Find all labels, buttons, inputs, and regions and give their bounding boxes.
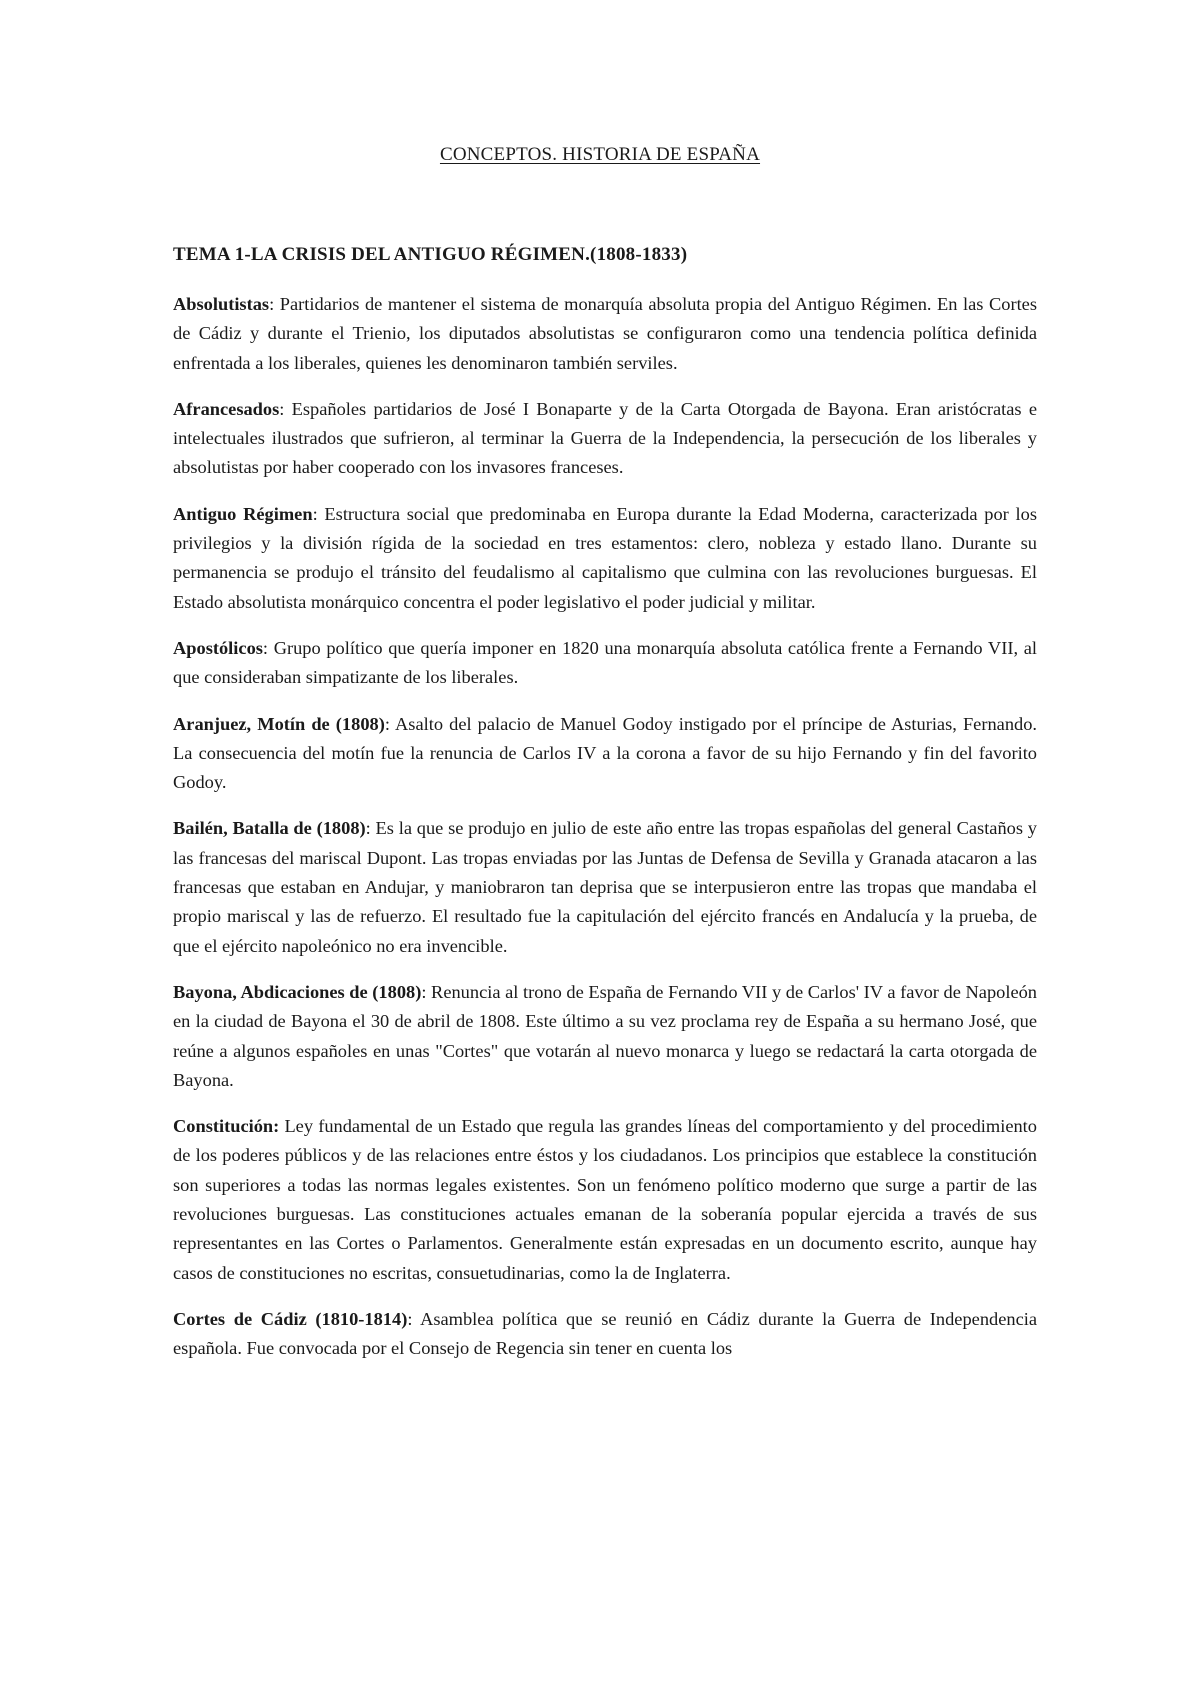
glossary-entry-antiguo-regimen	[173, 500, 1037, 617]
entry-definition: Ley fundamental de un Estado que regula las grandes líneas del comportamiento y del procedimiento de los poderes públicos y de las relaciones entre éstos y los ciudadanos. Los principios que establece la constitución son superiores a todas las normas legales existentes. Son un fenómeno político moderno que surge a partir de las revoluciones burguesas. Las constituciones actuales emanan de la soberanía popular ejercida a través de sus representantes en las Cortes o Parlamentos. Generalmente están expresadas en un documento escrito, aunque hay casos de constituciones no escritas, consuetudinarias, como la de Inglaterra.	[173, 1116, 1037, 1283]
glossary-entry-aranjuez	[173, 710, 1037, 798]
entry-term: Cortes de Cádiz (1810-1814)	[173, 1308, 408, 1329]
entry-definition: : Renuncia al trono de España de Fernando VII y de Carlos' IV a favor de Napoleón en la ciudad de Bayona el 30 de abril de 1808. Este último a su vez proclama rey de España a su hermano José, que reúne a algunos españoles en unas "Cortes" que votarán al nuevo monarca y luego se redactará la carta otorgada de Bayona.	[173, 981, 1037, 1090]
entry-definition: : Grupo político que quería imponer en 1820 una monarquía absoluta católica frente a Fernando VII, al que consideraban simpatizante de los liberales.	[173, 637, 1037, 688]
glossary-entries	[173, 290, 1037, 1381]
entry-term: Absolutistas	[173, 294, 270, 314]
document-title: CONCEPTOS. HISTORIA DE ESPAÑA	[439, 144, 761, 165]
entry-term: Apostólicos	[173, 637, 263, 658]
entry-term: Antiguo Régimen	[173, 503, 313, 524]
entry-term: Afrancesados	[173, 398, 280, 419]
glossary-entry-absolutistas	[173, 290, 1037, 378]
glossary-entry-afrancesados	[173, 395, 1037, 483]
entry-term: Constitución:	[173, 1116, 280, 1137]
entry-definition: : Estructura social que predominaba en Europa durante la Edad Moderna, caracterizada por los privilegios y la división rígida de la sociedad en tres estamentos: clero, nobleza y estado llano. Durante su permanencia se produjo el tránsito del feudalismo al capitalismo que culmina con las revoluciones burguesas. El Estado absolutista monárquico concentra el poder legislativo el poder judicial y militar.	[173, 503, 1037, 612]
entry-term: Aranjuez, Motín de (1808)	[173, 713, 385, 734]
entry-term: Bailén, Batalla de (1808)	[173, 818, 366, 839]
glossary-entry-apostolicos	[173, 634, 1037, 693]
entry-term: Bayona, Abdicaciones de (1808)	[173, 981, 422, 1002]
entry-definition: : Asamblea política que se reunió en Cádiz durante la Guerra de Independencia española. Fue convocada por el Consejo de Regencia sin tener en cuenta los	[173, 1308, 1037, 1359]
entry-definition: : Partidarios de mantener el sistema de monarquía absoluta propia del Antiguo Régimen. En las Cortes de Cádiz y durante el Trienio, los diputados absolutistas se configuraron como una tendencia política definida enfrentada a los liberales, quienes les denominaron también serviles.	[173, 294, 1037, 373]
glossary-entry-bailen	[173, 814, 1037, 960]
glossary-entry-constitucion	[173, 1112, 1037, 1288]
glossary-entry-bayona	[173, 978, 1037, 1095]
entry-definition: : Asalto del palacio de Manuel Godoy instigado por el príncipe de Asturias, Fernando. La consecuencia del motín fue la renuncia de Carlos IV a la corona a favor de su hijo Fernando y fin del favorito Godoy.	[173, 713, 1037, 793]
glossary-entry-cortes-de-cadiz	[173, 1305, 1037, 1364]
entry-definition: : Españoles partidarios de José I Bonaparte y de la Carta Otorgada de Bayona. Eran aristócratas e intelectuales ilustrados que sufrieron, al terminar la Guerra de la Independencia, la persecución de los liberales y absolutistas por haber cooperado con los invasores franceses.	[173, 398, 1037, 478]
section-heading: TEMA 1-LA CRISIS DEL ANTIGUO RÉGIMEN.(1808-1833)	[173, 244, 688, 265]
entry-definition: : Es la que se produjo en julio de este año entre las tropas españolas del general Castaños y las francesas del mariscal Dupont. Las tropas enviadas por las Juntas de Defensa de Sevilla y Granada atacaron a las francesas que estaban en Andujar, y maniobraron tan deprisa que se interpusieron entre las tropas que mandaba el propio mariscal y las de refuerzo. El resultado fue la capitulación del ejército francés en Andalucía y la prueba, de que el ejército napoleónico no era invencible.	[173, 818, 1038, 956]
